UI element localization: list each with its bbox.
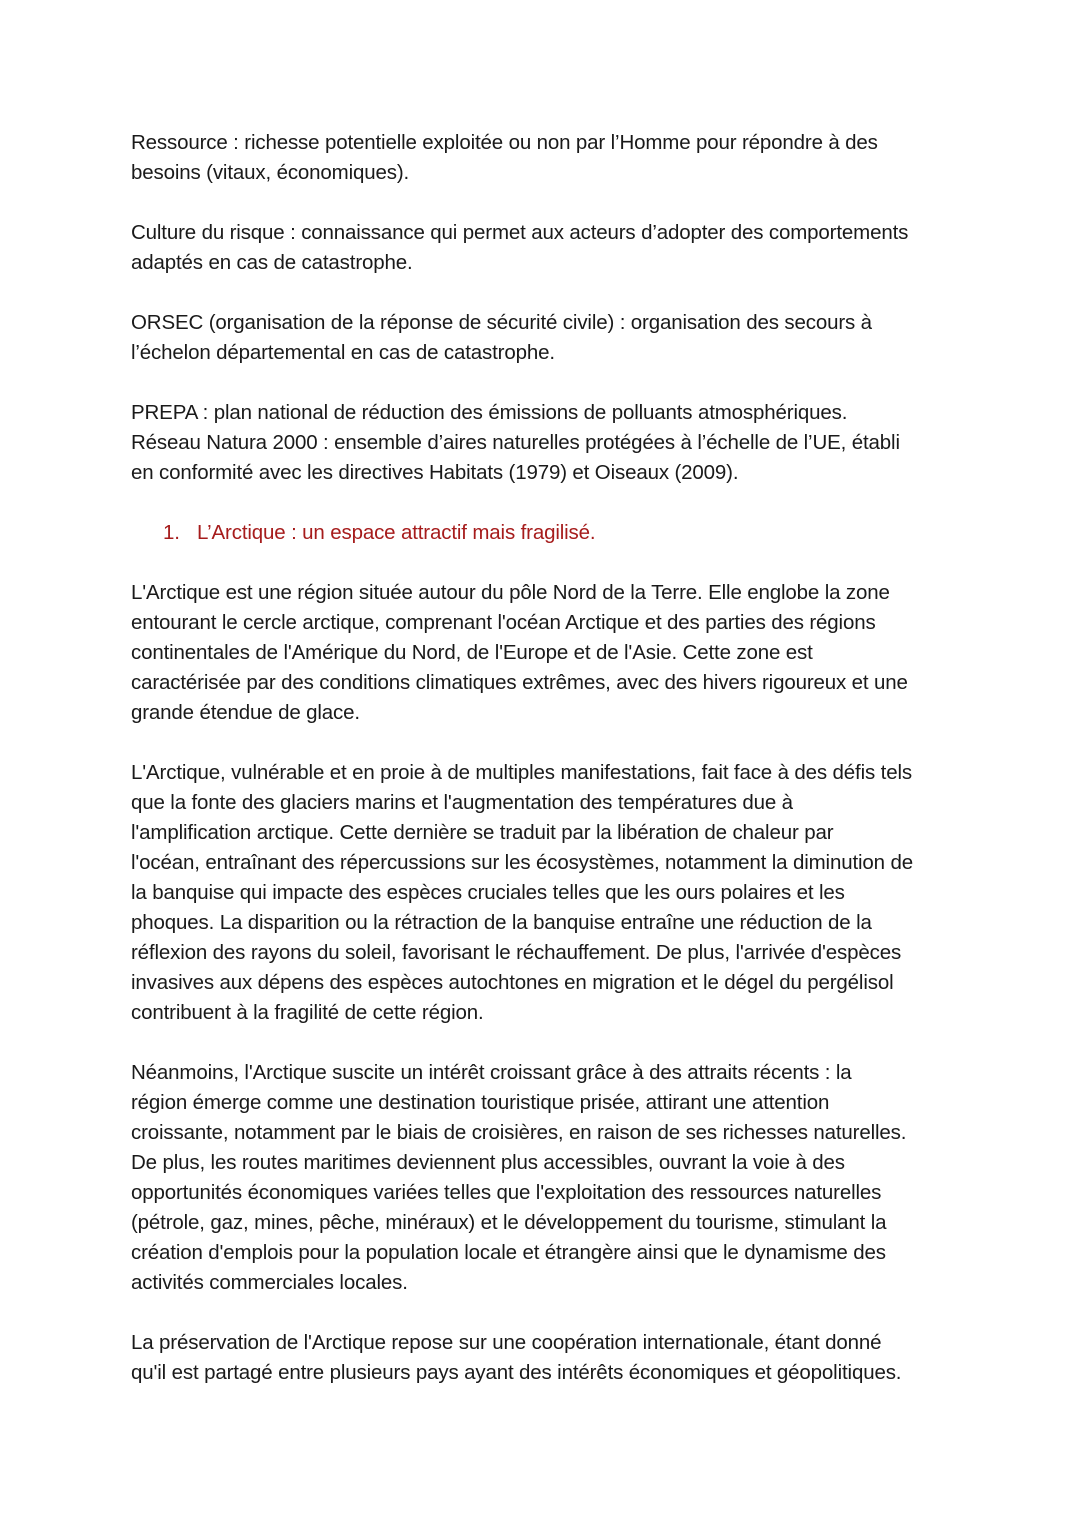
document-page bbox=[131, 128, 961, 1388]
text-line: L'Arctique est une région située autour du pôle Nord de la Terre. Elle englobe la zone bbox=[131, 581, 890, 604]
text-line: De plus, les routes maritimes deviennent plus accessibles, ouvrant la voie à des bbox=[131, 1151, 845, 1174]
text-line: région émerge comme une destination touristique prisée, attirant une attention bbox=[131, 1091, 830, 1114]
definition-orsec bbox=[131, 308, 961, 368]
text-line: ORSEC (organisation de la réponse de sécurité civile) : organisation des secours à bbox=[131, 311, 872, 334]
text-line: l'océan, entraînant des répercussions sur les écosystèmes, notamment la diminution de bbox=[131, 851, 913, 874]
text-line: PREPA : plan national de réduction des émissions de polluants atmosphériques. bbox=[131, 401, 848, 424]
definition-prepa-natura bbox=[131, 398, 961, 488]
text-line: invasives aux dépens des espèces autochtones en migration et le dégel du pergélisol bbox=[131, 971, 894, 994]
paragraph-vulnerabilite bbox=[131, 758, 961, 1028]
text-line: Culture du risque : connaissance qui permet aux acteurs d’adopter des comportements bbox=[131, 221, 909, 244]
text-line: entourant le cercle arctique, comprenant l'océan Arctique et des parties des régions bbox=[131, 611, 876, 634]
text-line: contribuent à la fragilité de cette région. bbox=[131, 1001, 484, 1024]
text-line: que la fonte des glaciers marins et l'augmentation des températures due à bbox=[131, 791, 793, 814]
paragraph-attractivite bbox=[131, 1058, 961, 1298]
section-number: 1. bbox=[163, 521, 180, 544]
text-line: réflexion des rayons du soleil, favorisant le réchauffement. De plus, l'arrivée d'espèces bbox=[131, 941, 902, 964]
text-line: création d'emplois pour la population locale et étrangère ainsi que le dynamisme des bbox=[131, 1241, 886, 1264]
section-heading bbox=[131, 518, 961, 548]
text-line: la banquise qui impacte des espèces cruciales telles que les ours polaires et les bbox=[131, 881, 845, 904]
text-line: opportunités économiques variées telles que l'exploitation des ressources naturelles bbox=[131, 1181, 882, 1204]
section-title: L’Arctique : un espace attractif mais fragilisé. bbox=[197, 521, 596, 544]
text-line: La préservation de l'Arctique repose sur une coopération internationale, étant donné bbox=[131, 1331, 882, 1354]
text-line: croissante, notamment par le biais de croisières, en raison de ses richesses naturelles. bbox=[131, 1121, 907, 1144]
text-line: qu'il est partagé entre plusieurs pays ayant des intérêts économiques et géopolitiques. bbox=[131, 1361, 902, 1384]
text-line: caractérisée par des conditions climatiques extrêmes, avec des hivers rigoureux et une bbox=[131, 671, 908, 694]
text-line: Néanmoins, l'Arctique suscite un intérêt croissant grâce à des attraits récents : la bbox=[131, 1061, 852, 1084]
text-line: L'Arctique, vulnérable et en proie à de multiples manifestations, fait face à des défis tels bbox=[131, 761, 912, 784]
text-line: continentales de l'Amérique du Nord, de l'Europe et de l'Asie. Cette zone est bbox=[131, 641, 813, 664]
text-line: grande étendue de glace. bbox=[131, 701, 360, 724]
paragraph-definition-arctique bbox=[131, 578, 961, 728]
text-line: activités commerciales locales. bbox=[131, 1271, 408, 1294]
definition-culture-du-risque bbox=[131, 218, 961, 278]
text-line: l’échelon départemental en cas de catastrophe. bbox=[131, 341, 555, 364]
text-line: phoques. La disparition ou la rétraction de la banquise entraîne une réduction de la bbox=[131, 911, 872, 934]
definition-ressource bbox=[131, 128, 961, 188]
text-line: en conformité avec les directives Habitats (1979) et Oiseaux (2009). bbox=[131, 461, 739, 484]
text-line: l'amplification arctique. Cette dernière se traduit par la libération de chaleur par bbox=[131, 821, 834, 844]
text-line: Ressource : richesse potentielle exploitée ou non par l’Homme pour répondre à des bbox=[131, 131, 878, 154]
text-line: Réseau Natura 2000 : ensemble d’aires naturelles protégées à l’échelle de l’UE, établi bbox=[131, 431, 900, 454]
text-line: (pétrole, gaz, mines, pêche, minéraux) et le développement du tourisme, stimulant la bbox=[131, 1211, 887, 1234]
text-line: adaptés en cas de catastrophe. bbox=[131, 251, 413, 274]
paragraph-preservation bbox=[131, 1328, 961, 1388]
text-line: besoins (vitaux, économiques). bbox=[131, 161, 410, 184]
